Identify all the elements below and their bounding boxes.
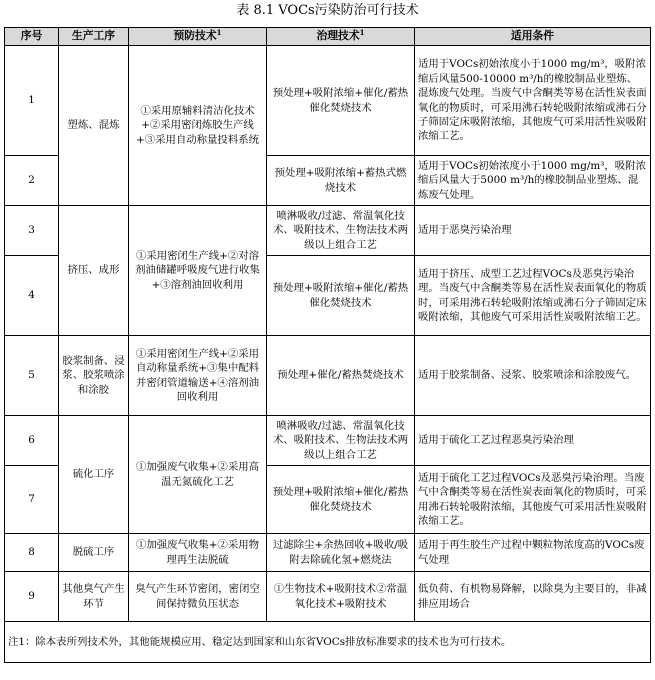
condition-cell: 适用于恶臭污染治理: [415, 206, 651, 256]
process-cell: 胶浆制备、浸浆、胶浆喷涂和涂胶: [59, 336, 129, 416]
control-cell: 过滤除尘+余热回收+吸收/吸附去除硫化氢+燃烧法: [267, 534, 415, 572]
condition-cell: 适用于硫化工艺过程VOCs及恶臭污染治理。当废气中含酮类等易在活性炭表面氧化的物质时，可采用沸石转轮吸附浓缩，其他废气可采用活性炭吸附浓缩工艺。: [415, 466, 651, 534]
process-cell: 硫化工序: [59, 416, 129, 534]
table-footnote: 注1：除本表所列技术外，其他能规模应用、稳定达到国家和山东省VOCs排放标准要求的技术也为可行技术。: [5, 622, 651, 663]
table-header-row: [5, 28, 651, 46]
row-number: 4: [5, 256, 59, 336]
control-cell: ①生物技术+吸附技术②常温氧化技术+吸附技术: [267, 572, 415, 622]
control-cell: 喷淋吸收/过滤、常温氧化技术、吸附技术、生物法技术两级以上组合工艺: [267, 416, 415, 466]
table-row: [5, 572, 651, 622]
condition-cell: 适用于VOCs初始浓度小于1000 mg/m³，吸附浓缩后风量大于5000 m³/h的橡胶制品业塑炼、混炼废气处理。: [415, 156, 651, 206]
row-number: 8: [5, 534, 59, 572]
prevention-cell: 臭气产生环节密闭，密闭空间保持微负压状态: [129, 572, 267, 622]
vocs-technology-table: [4, 27, 651, 663]
header-control-footnote: 1: [359, 28, 365, 38]
control-cell: 预处理+吸附浓缩+催化/蓄热催化焚烧技术: [267, 46, 415, 156]
condition-cell: 适用于再生胶生产过程中颗粒物浓度高的VOCs废气处理: [415, 534, 651, 572]
header-prevention: [129, 28, 267, 46]
row-number: 7: [5, 466, 59, 534]
control-cell: 预处理+催化/蓄热焚烧技术: [267, 336, 415, 416]
table-row: [5, 416, 651, 466]
process-cell: 挤压、成形: [59, 206, 129, 336]
condition-cell: 适用于VOCs初始浓度小于1000 mg/m³，吸附浓缩后风量500-10000 m³/h的橡胶制品业塑炼、混炼废气处理。当废气中含酮类等易在活性炭表面氧化的物质时，可采用沸石转轮吸附浓缩或沸石分子筛固定床吸附浓缩，其他废气可采用活性炭吸附浓缩工艺。: [415, 46, 651, 156]
header-condition: 适用条件: [415, 28, 651, 46]
header-control-label: 治理技术: [316, 29, 360, 43]
table-row: [5, 46, 651, 156]
table-row: [5, 534, 651, 572]
condition-cell: 适用于挤压、成型工艺过程VOCs及恶臭污染治理。当废气中含酮类等易在活性炭表面氧化的物质时，可采用沸石转轮吸附浓缩或沸石分子筛固定床吸附浓缩，其他废气可采用活性炭吸附浓缩工艺。: [415, 256, 651, 336]
control-cell: 预处理+吸附浓缩+蓄热式燃烧技术: [267, 156, 415, 206]
table-row: [5, 336, 651, 416]
row-number: 9: [5, 572, 59, 622]
control-cell: 预处理+吸附浓缩+催化/蓄热催化焚烧技术: [267, 466, 415, 534]
header-no: 序号: [5, 28, 59, 46]
control-cell: 预处理+吸附浓缩+催化/蓄热催化焚烧技术: [267, 256, 415, 336]
header-prevention-footnote: 1: [216, 28, 222, 38]
header-process: 生产工序: [59, 28, 129, 46]
table-note-row: [5, 622, 651, 663]
table-caption: 表 8.1 VOCs污染防治可行技术: [236, 3, 419, 18]
condition-cell: 适用于胶浆制备、浸浆、胶浆喷涂和涂胶废气。: [415, 336, 651, 416]
header-prevention-label: 预防技术: [173, 29, 217, 43]
header-control: [267, 28, 415, 46]
condition-cell: 低负荷、有机物易降解，以除臭为主要目的，非减排应用场合: [415, 572, 651, 622]
prevention-cell: ①采用密闭生产线+②采用自动称量系统+③集中配料并密闭管道输送+④溶剂油回收利用: [129, 336, 267, 416]
table-row: [5, 206, 651, 256]
row-number: 2: [5, 156, 59, 206]
process-cell: 塑炼、混炼: [59, 46, 129, 206]
row-number: 1: [5, 46, 59, 156]
row-number: 6: [5, 416, 59, 466]
process-cell: 脱硫工序: [59, 534, 129, 572]
prevention-cell: ①加强废气收集+②采用物理再生法脱硫: [129, 534, 267, 572]
control-cell: 喷淋吸收/过滤、常温氧化技术、吸附技术、生物法技术两级以上组合工艺: [267, 206, 415, 256]
row-number: 3: [5, 206, 59, 256]
condition-cell: 适用于硫化工艺过程恶臭污染治理: [415, 416, 651, 466]
prevention-cell: ①采用密闭生产线+②对溶剂油储罐呼吸废气进行收集+③溶剂油回收利用: [129, 206, 267, 336]
process-cell: 其他臭气产生环节: [59, 572, 129, 622]
prevention-cell: ①采用原辅料清洁化技术+②采用密闭炼胶生产线+③采用自动称量投料系统: [129, 46, 267, 206]
prevention-cell: ①加强废气收集+②采用高温无氮硫化工艺: [129, 416, 267, 534]
row-number: 5: [5, 336, 59, 416]
